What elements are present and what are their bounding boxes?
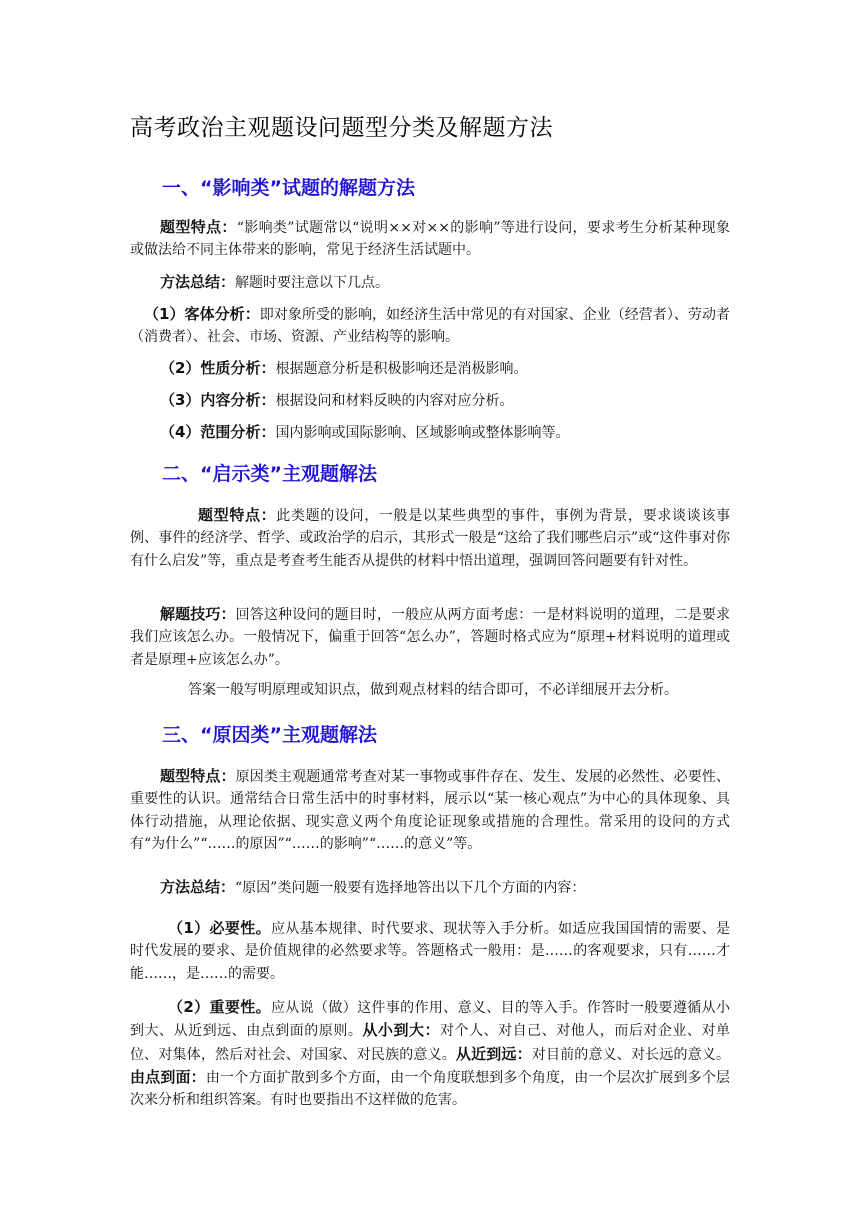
s1-item-1 [130, 303, 730, 349]
s2-skill-label: 解题技巧： [160, 605, 236, 623]
s1-item-2-label: （2）性质分析： [160, 359, 276, 377]
section-2-heading: 二、“启示类”主观题解法 [162, 463, 377, 485]
s3-method-label: 方法总结： [160, 878, 236, 896]
s1-item-3-label: （3）内容分析： [160, 391, 276, 409]
s3-item-2-text-d: 由一个方面扩散到多个方面，由一个角度联想到多个角度，由一个层次扩展到多个层次来分析和组织答案。有时也要指出不这样做的危害。 [130, 1069, 730, 1109]
s3-method-text: “原因”类问题一般要有选择地答出以下几个方面的内容： [235, 880, 586, 896]
s3-item-2-text-a: 应从说（做）这件事的作用、意义、目的等入手。作答时一般要遵循从小到大、从近到远、由点到面的原则。 [130, 1000, 730, 1040]
s1-feature-label: 题型特点： [160, 218, 237, 236]
s2-feature-label: 题型特点： [198, 506, 277, 524]
s1-feature-paragraph [130, 216, 730, 262]
s3-item-1-label: （1）必要性。 [168, 919, 271, 937]
s3-item-2-label-d: 由点到面： [130, 1067, 206, 1086]
s2-note-paragraph: 答案一般写明原理或知识点，做到观点材料的结合即可，不必详细展开去分析。 [188, 682, 678, 698]
s1-item-1-label: （1）客体分析： [144, 305, 260, 323]
s3-item-1-text: 应从基本规律、时代要求、现状等入手分析。如适应我国国情的需要、是时代发展的要求、是价值规律的必然要求等。答题格式一般用：是……的客观要求，只有……才能……，是……的需要。 [130, 921, 730, 982]
s1-method-paragraph [130, 271, 730, 294]
section-3-heading: 三、“原因类”主观题解法 [162, 724, 377, 746]
s1-feature-text: “影响类”试题常以“说明××对××的影响”等进行设问，要求考生分析某种现象或做法给不同主体带来的影响，常见于经济生活试题中。 [130, 220, 730, 259]
s3-item-2-label-b: 从小到大： [362, 1021, 441, 1040]
s2-skill-paragraph [130, 603, 730, 671]
document-title: 高考政治主观题设问题型分类及解题方法 [130, 115, 553, 141]
s1-method-text: 解题时要注意以下几点。 [235, 275, 390, 291]
s1-item-4 [130, 421, 730, 444]
s3-feature-text: 原因类主观题通常考查对某一事物或事件存在、发生、发展的必然性、必要性、重要性的认识。通常结合日常生活中的时事材料，展示以“某一核心观点”为中心的具体现象、具体行动措施，从理论依据、现实意义两个角度论证现象或措施的合理性。常采用的设问的方式有“为什么”“……的原因”“……的影响”“……的意义”等。 [130, 769, 730, 852]
s2-skill-text: 回答这种设问的题目时，一般应从两方面考虑：一是材料说明的道理，二是要求我们应该怎么办。一般情况下，偏重于回答“怎么办”，答题时格式应为“原理+材料说明的道理或者是原理+应该怎么办”。 [130, 607, 730, 668]
s2-feature-paragraph [130, 504, 730, 572]
s1-item-4-text: 国内影响或国际影响、区域影响或整体影响等。 [275, 425, 570, 441]
s3-feature-label: 题型特点： [160, 767, 236, 785]
s3-item-2-text-b: 对个人、对自己、对他人，而后对企业、对单位、对集体，然后对社会、对国家、对民族的意义。 [130, 1023, 730, 1063]
section-1-heading: 一、“影响类”试题的解题方法 [162, 177, 415, 199]
s3-item-2 [130, 996, 730, 1111]
s1-item-2-text: 根据题意分析是积极影响还是消极影响。 [275, 361, 528, 377]
s1-item-3 [130, 389, 730, 412]
s3-method-paragraph [130, 876, 730, 899]
s1-method-label: 方法总结： [160, 273, 236, 291]
s2-feature-text: 此类题的设问，一般是以某些典型的事件，事例为背景，要求谈谈该事例、事件的经济学、哲学、或政治学的启示，其形式一般是“这给了我们哪些启示”或“这件事对你有什么启发”等，重点是考查考生能否从提供的材料中悟出道理，强调回答问题要有针对性。 [130, 508, 730, 569]
s1-item-1-text: 即对象所受的影响，如经济生活中常见的有对国家、企业（经营者）、劳动者（消费者）、社会、市场、资源、产业结构等的影响。 [130, 307, 730, 346]
s3-item-2-label: （2）重要性。 [168, 998, 271, 1016]
s1-item-3-text: 根据设问和材料反映的内容对应分析。 [275, 393, 514, 409]
s3-item-2-label-c: 从近到远： [455, 1044, 532, 1063]
s3-item-1 [130, 917, 730, 985]
s3-item-2-text-c: 对目前的意义、对长远的意义。 [531, 1046, 730, 1063]
s1-item-2 [130, 357, 730, 380]
s3-feature-paragraph [130, 765, 730, 855]
s1-item-4-label: （4）范围分析： [160, 423, 276, 441]
